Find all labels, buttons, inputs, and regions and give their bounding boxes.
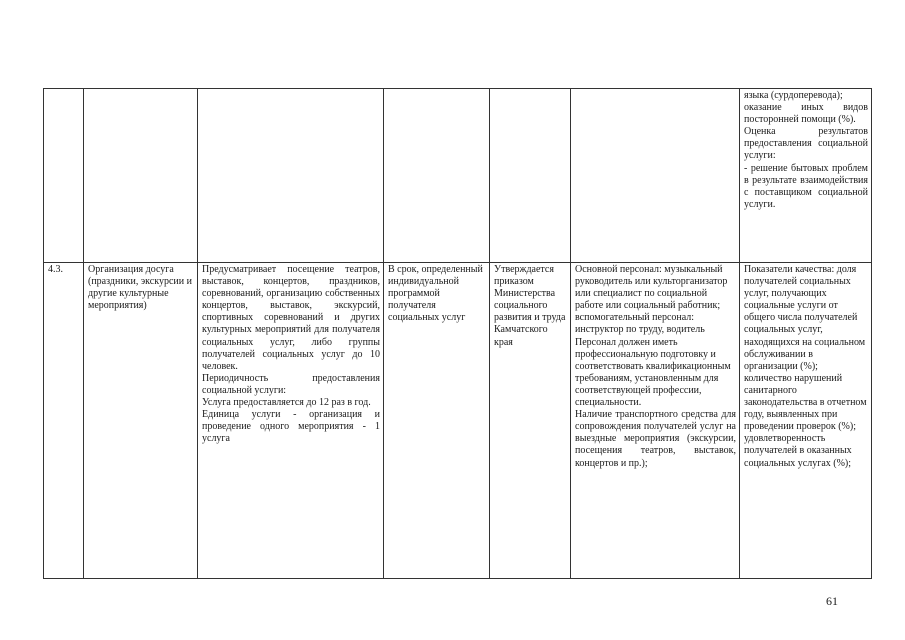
description-paragraph-3: Услуга предоставляется до 12 раз в год.	[202, 397, 371, 409]
description-paragraph-1: Предусматривает посещение театров, выставок, концертов, праздников, соревнований, организацию собственных концертов, выставок, экскурсий, спортивных соревнований и других культурных мероприятий для получателя социальных услуг, либо группы получателей социальных услуг до 10 человек.	[202, 264, 380, 372]
page-number: 61	[826, 594, 838, 608]
services-table	[43, 88, 872, 579]
cell-service-conditions	[571, 263, 740, 579]
description-paragraph-2: Периодичность предоставления социальной услуги:	[202, 372, 380, 396]
prev-indicator-line-3: Оценка результатов предоставления социальной услуги:	[744, 126, 868, 162]
table-row-4-3	[44, 263, 872, 579]
conditions-paragraph-4: Наличие транспортного средства для сопровождения получателей услуг на выездные мероприятия (экскурсии, посещения театров, выставок, концертов и пр.);	[575, 409, 736, 469]
conditions-paragraph-2: вспомогательный персонал: инструктор по труду, водитель	[575, 312, 705, 336]
conditions-paragraph-3: Персонал должен иметь профессиональную подготовку и соответствовать квалификационным требованиям, установленным для соответствующей профессии, специальности.	[575, 336, 731, 409]
cell-service-description	[198, 263, 384, 579]
cell-prev-term	[384, 89, 490, 263]
cell-prev-conditions	[571, 89, 740, 263]
cell-quality-indicators: Показатели качества: доля получателей социальных услуг, получающих социальные услуги от общего числа получателей социальных услуг, находящихся на социальном обслуживании в организации (%); количество нарушений санитарного законодательства в отчетном году, выявленных при проведении проверок (%); удовлетворенность получателей в оказанных социальных услугах (%);	[740, 263, 872, 579]
cell-prev-indicators	[740, 89, 872, 263]
cell-prev-num	[44, 89, 84, 263]
cell-service-term: В срок, определенный индивидуальной программой получателя социальных услуг	[384, 263, 490, 579]
table-row-previous	[44, 89, 872, 263]
prev-indicator-line-4: - решение бытовых проблем в результате взаимодействия с поставщиком социальной услуги.	[744, 162, 868, 210]
cell-prev-description	[198, 89, 384, 263]
cell-number: 4.3.	[44, 263, 84, 579]
description-paragraph-4: Единица услуги - организация и проведение одного мероприятия - 1 услуга	[202, 409, 380, 445]
prev-indicator-line-1: языка (сурдоперевода);	[744, 90, 843, 101]
cell-service-name: Организация досуга (праздники, экскурсии и другие культурные мероприятия)	[84, 263, 198, 579]
cell-prev-tariff	[490, 89, 571, 263]
conditions-paragraph-1: Основной персонал: музыкальный руководитель или культорганизатор или специалист по социальной работе или социальный работник;	[575, 264, 728, 312]
cell-service-tariff: Утверждается приказом Министерства социального развития и труда Камчатского края	[490, 263, 571, 579]
cell-prev-name	[84, 89, 198, 263]
prev-indicator-line-2: оказание иных видов посторонней помощи (%).	[744, 102, 868, 126]
